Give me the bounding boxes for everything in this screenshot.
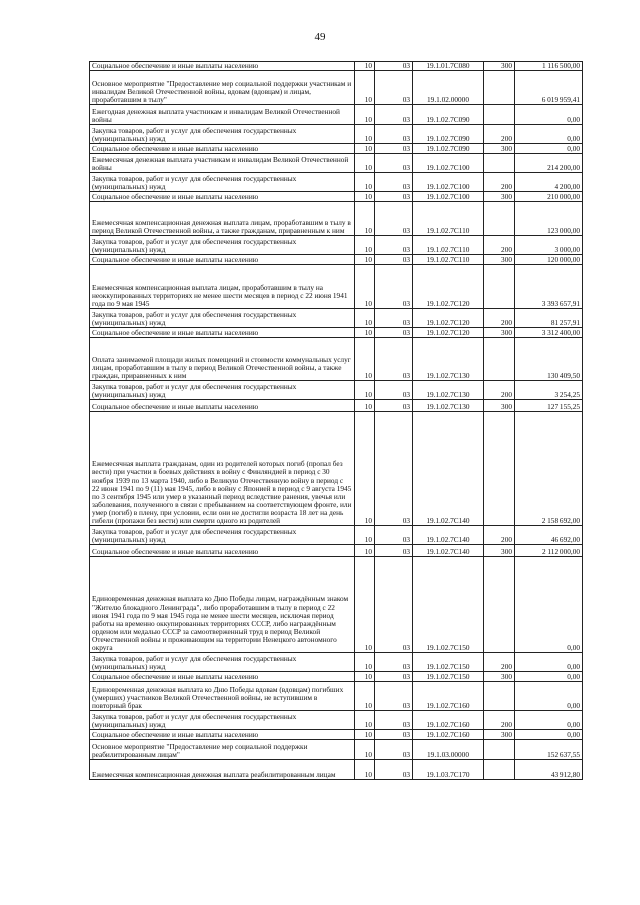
table-row — [90, 730, 583, 740]
row-description: Закупка товаров, работ и услуг для обеспечения государственных (муниципальных) нужд — [90, 173, 355, 192]
section-code: 10 — [355, 557, 375, 653]
table-row — [90, 672, 583, 682]
section-code: 10 — [355, 672, 375, 682]
amount: 81 257,91 — [515, 309, 583, 328]
amount: 152 637,55 — [515, 740, 583, 760]
row-description: Оплата занимаемой площади жилых помещений и стоимости коммунальных услуг лицам, проработавшим в тылу в период Великой Отечественной войны, а также граждан, приравненных к ним — [90, 338, 355, 381]
expense-type-code — [484, 105, 515, 125]
expense-type-code: 200 — [484, 653, 515, 672]
amount: 0,00 — [515, 730, 583, 740]
section-code: 10 — [355, 381, 375, 400]
table-row — [90, 740, 583, 760]
row-description: Социальное обеспечение и иные выплаты населению — [90, 672, 355, 682]
expense-type-code — [484, 265, 515, 309]
table-row — [90, 71, 583, 105]
row-description: Социальное обеспечение и иные выплаты населению — [90, 255, 355, 265]
table-row — [90, 711, 583, 730]
target-article-code: 19.1.02.7С160 — [413, 711, 484, 730]
target-article-code: 19.1.02.7С110 — [413, 236, 484, 255]
amount: 46 692,00 — [515, 526, 583, 545]
section-code: 10 — [355, 328, 375, 338]
section-code: 10 — [355, 711, 375, 730]
section-code: 10 — [355, 62, 375, 71]
table-row — [90, 173, 583, 192]
subsection-code: 03 — [375, 760, 413, 780]
table-row — [90, 255, 583, 265]
section-code: 10 — [355, 653, 375, 672]
table-row — [90, 328, 583, 338]
row-description: Единовременная денежная выплата ко Дню Победы вдовам (вдовцам) погибших (умерших) участников Великой Отечественной войны, не вступившим в повторный брак — [90, 682, 355, 711]
section-code: 10 — [355, 682, 375, 711]
amount: 2 112 000,00 — [515, 545, 583, 557]
expense-type-code: 300 — [484, 400, 515, 412]
subsection-code: 03 — [375, 154, 413, 173]
section-code: 10 — [355, 192, 375, 202]
target-article-code: 19.1.02.7С120 — [413, 309, 484, 328]
target-article-code: 19.1.02.7С140 — [413, 526, 484, 545]
table-row — [90, 202, 583, 236]
target-article-code: 19.1.02.7С130 — [413, 338, 484, 381]
section-code: 10 — [355, 526, 375, 545]
expense-type-code: 300 — [484, 192, 515, 202]
amount: 123 000,00 — [515, 202, 583, 236]
subsection-code: 03 — [375, 412, 413, 526]
subsection-code: 03 — [375, 545, 413, 557]
table-row — [90, 545, 583, 557]
target-article-code: 19.1.02.7С100 — [413, 192, 484, 202]
section-code: 10 — [355, 255, 375, 265]
section-code: 10 — [355, 740, 375, 760]
target-article-code: 19.1.02.7С100 — [413, 173, 484, 192]
subsection-code: 03 — [375, 400, 413, 412]
expense-type-code: 200 — [484, 125, 515, 144]
table-row — [90, 381, 583, 400]
section-code: 10 — [355, 105, 375, 125]
section-code: 10 — [355, 154, 375, 173]
target-article-code: 19.1.02.7С110 — [413, 202, 484, 236]
section-code: 10 — [355, 125, 375, 144]
table-row — [90, 62, 583, 71]
subsection-code: 03 — [375, 71, 413, 105]
section-code: 10 — [355, 202, 375, 236]
expense-type-code — [484, 338, 515, 381]
table-row — [90, 557, 583, 653]
subsection-code: 03 — [375, 557, 413, 653]
amount: 43 912,80 — [515, 760, 583, 780]
section-code: 10 — [355, 265, 375, 309]
table-row — [90, 265, 583, 309]
table-row — [90, 412, 583, 526]
row-description: Социальное обеспечение и иные выплаты населению — [90, 400, 355, 412]
amount: 214 200,00 — [515, 154, 583, 173]
subsection-code: 03 — [375, 711, 413, 730]
row-description: Закупка товаров, работ и услуг для обеспечения государственных (муниципальных) нужд — [90, 526, 355, 545]
subsection-code: 03 — [375, 255, 413, 265]
subsection-code: 03 — [375, 192, 413, 202]
expense-type-code: 300 — [484, 62, 515, 71]
expense-type-code: 300 — [484, 672, 515, 682]
target-article-code: 19.1.02.00000 — [413, 71, 484, 105]
row-description: Социальное обеспечение и иные выплаты населению — [90, 328, 355, 338]
row-description: Ежегодная денежная выплата участникам и инвалидам Великой Отечественной войны — [90, 105, 355, 125]
row-description: Закупка товаров, работ и услуг для обеспечения государственных (муниципальных) нужд — [90, 711, 355, 730]
table-row — [90, 236, 583, 255]
row-description: Закупка товаров, работ и услуг для обеспечения государственных (муниципальных) нужд — [90, 381, 355, 400]
table-row — [90, 154, 583, 173]
subsection-code: 03 — [375, 328, 413, 338]
expense-type-code: 200 — [484, 381, 515, 400]
target-article-code: 19.1.02.7С160 — [413, 730, 484, 740]
expense-type-code — [484, 202, 515, 236]
table-row — [90, 125, 583, 144]
target-article-code: 19.1.02.7С120 — [413, 265, 484, 309]
row-description: Основное мероприятие "Предоставление мер социальной поддержки реабилитированным лицам" — [90, 740, 355, 760]
table-row — [90, 192, 583, 202]
amount: 0,00 — [515, 144, 583, 154]
section-code: 10 — [355, 545, 375, 557]
expense-type-code: 300 — [484, 545, 515, 557]
amount: 0,00 — [515, 711, 583, 730]
target-article-code: 19.1.03.7С170 — [413, 760, 484, 780]
row-description: Социальное обеспечение и иные выплаты населению — [90, 144, 355, 154]
table-row — [90, 760, 583, 780]
expense-type-code — [484, 740, 515, 760]
target-article-code: 19.1.01.7С080 — [413, 62, 484, 71]
section-code: 10 — [355, 400, 375, 412]
table-row — [90, 105, 583, 125]
subsection-code: 03 — [375, 62, 413, 71]
expense-type-code: 200 — [484, 526, 515, 545]
table-row — [90, 144, 583, 154]
subsection-code: 03 — [375, 526, 413, 545]
subsection-code: 03 — [375, 202, 413, 236]
amount: 0,00 — [515, 653, 583, 672]
section-code: 10 — [355, 309, 375, 328]
row-description: Закупка товаров, работ и услуг для обеспечения государственных (муниципальных) нужд — [90, 125, 355, 144]
target-article-code: 19.1.02.7С150 — [413, 557, 484, 653]
section-code: 10 — [355, 760, 375, 780]
expense-type-code: 200 — [484, 236, 515, 255]
target-article-code: 19.1.02.7С140 — [413, 545, 484, 557]
target-article-code: 19.1.02.7С160 — [413, 682, 484, 711]
section-code: 10 — [355, 144, 375, 154]
amount: 6 019 959,41 — [515, 71, 583, 105]
subsection-code: 03 — [375, 653, 413, 672]
amount: 3 393 657,91 — [515, 265, 583, 309]
expense-type-code: 300 — [484, 255, 515, 265]
section-code: 10 — [355, 236, 375, 255]
amount: 3 000,00 — [515, 236, 583, 255]
subsection-code: 03 — [375, 682, 413, 711]
expense-type-code: 200 — [484, 711, 515, 730]
expense-type-code — [484, 154, 515, 173]
target-article-code: 19.1.02.7С130 — [413, 381, 484, 400]
subsection-code: 03 — [375, 730, 413, 740]
amount: 210 000,00 — [515, 192, 583, 202]
subsection-code: 03 — [375, 105, 413, 125]
subsection-code: 03 — [375, 309, 413, 328]
expense-type-code — [484, 682, 515, 711]
target-article-code: 19.1.02.7С140 — [413, 412, 484, 526]
expense-type-code: 200 — [484, 173, 515, 192]
row-description: Ежемесячная выплата гражданам, один из родителей которых погиб (пропал без вести) при участии в боевых действиях в войну с Финляндией в период с 30 ноября 1939 по 13 марта 1940, либо в Великую Отечественную войну в период с 22 июня 1941 по 9 (11) мая 1945, либо в войну с Японией в период с 9 августа 1945 по 3 сентября 1945 или умер в указанный период вследствие ранения, увечья или заболевания, полученного в связи с пребыванием на соответствующем фронте, или умер (погиб) в плену, при условии, если они не достигли возраста 18 лет на день гибели (пропажи без вести) или смерти одного из родителей — [90, 412, 355, 526]
subsection-code: 03 — [375, 144, 413, 154]
target-article-code: 19.1.02.7С090 — [413, 125, 484, 144]
subsection-code: 03 — [375, 236, 413, 255]
row-description: Закупка товаров, работ и услуг для обеспечения государственных (муниципальных) нужд — [90, 653, 355, 672]
row-description: Ежемесячная денежная выплата участникам и инвалидам Великой Отечественной войны — [90, 154, 355, 173]
page-number: 49 — [314, 31, 326, 43]
row-description: Социальное обеспечение и иные выплаты населению — [90, 730, 355, 740]
expense-type-code: 300 — [484, 730, 515, 740]
target-article-code: 19.1.02.7С100 — [413, 154, 484, 173]
subsection-code: 03 — [375, 125, 413, 144]
table-row — [90, 653, 583, 672]
expense-type-code — [484, 71, 515, 105]
target-article-code: 19.1.02.7С150 — [413, 672, 484, 682]
target-article-code: 19.1.02.7С110 — [413, 255, 484, 265]
target-article-code: 19.1.02.7С090 — [413, 105, 484, 125]
expense-type-code — [484, 557, 515, 653]
row-description: Ежемесячная компенсационная выплата лицам, проработавшим в тылу на неоккупированных территориях не менее шести месяцев в период с 22 июня 1941 года по 9 мая 1945 — [90, 265, 355, 309]
subsection-code: 03 — [375, 672, 413, 682]
subsection-code: 03 — [375, 173, 413, 192]
table-row — [90, 338, 583, 381]
amount: 0,00 — [515, 105, 583, 125]
amount: 127 155,25 — [515, 400, 583, 412]
target-article-code: 19.1.02.7С120 — [413, 328, 484, 338]
amount: 0,00 — [515, 557, 583, 653]
row-description: Закупка товаров, работ и услуг для обеспечения государственных (муниципальных) нужд — [90, 309, 355, 328]
row-description: Социальное обеспечение и иные выплаты населению — [90, 192, 355, 202]
table-row — [90, 526, 583, 545]
section-code: 10 — [355, 71, 375, 105]
target-article-code: 19.1.02.7С150 — [413, 653, 484, 672]
target-article-code: 19.1.02.7С090 — [413, 144, 484, 154]
amount: 0,00 — [515, 672, 583, 682]
row-description: Социальное обеспечение и иные выплаты населению — [90, 62, 355, 71]
amount: 3 312 400,00 — [515, 328, 583, 338]
expense-type-code: 200 — [484, 309, 515, 328]
target-article-code: 19.1.02.7С130 — [413, 400, 484, 412]
expense-type-code — [484, 412, 515, 526]
table-row — [90, 400, 583, 412]
table-row — [90, 309, 583, 328]
section-code: 10 — [355, 730, 375, 740]
expense-type-code: 300 — [484, 144, 515, 154]
row-description: Единовременная денежная выплата ко Дню Победы лицам, награждённым знаком "Жителю блокадного Ленинграда", либо проработавшим в тылу в период с 22 июня 1941 года по 9 мая 1945 года не менее шести месяцев, исключая период работы на временно оккупированных территориях СССР, либо награждённым орденом или медалью СССР за самоотверженный труд в период Великой Отечественной войны и проживающим на территории Ненецкого автономного округа — [90, 557, 355, 653]
budget-table — [89, 61, 583, 780]
expense-type-code — [484, 760, 515, 780]
amount: 2 158 692,00 — [515, 412, 583, 526]
row-description: Социальное обеспечение и иные выплаты населению — [90, 545, 355, 557]
subsection-code: 03 — [375, 381, 413, 400]
subsection-code: 03 — [375, 265, 413, 309]
amount: 1 116 500,00 — [515, 62, 583, 71]
subsection-code: 03 — [375, 338, 413, 381]
target-article-code: 19.1.03.00000 — [413, 740, 484, 760]
row-description: Ежемесячная компенсационная денежная выплата лицам, проработавшим в тылу в период Великой Отечественной войны, а также гражданам, приравненным к ним — [90, 202, 355, 236]
section-code: 10 — [355, 173, 375, 192]
amount: 130 409,50 — [515, 338, 583, 381]
expense-type-code: 300 — [484, 328, 515, 338]
row-description: Основное мероприятие "Предоставление мер социальной поддержки участникам и инвалидам Великой Отечественной войны, вдовам (вдовцам) и лицам, проработавшим в тылу" — [90, 71, 355, 105]
amount: 0,00 — [515, 125, 583, 144]
amount: 3 254,25 — [515, 381, 583, 400]
subsection-code: 03 — [375, 740, 413, 760]
table-row — [90, 682, 583, 711]
row-description: Ежемесячная компенсационная денежная выплата реабилитированным лицам — [90, 760, 355, 780]
section-code: 10 — [355, 412, 375, 526]
amount: 4 200,00 — [515, 173, 583, 192]
row-description: Закупка товаров, работ и услуг для обеспечения государственных (муниципальных) нужд — [90, 236, 355, 255]
amount: 120 000,00 — [515, 255, 583, 265]
amount: 0,00 — [515, 682, 583, 711]
section-code: 10 — [355, 338, 375, 381]
